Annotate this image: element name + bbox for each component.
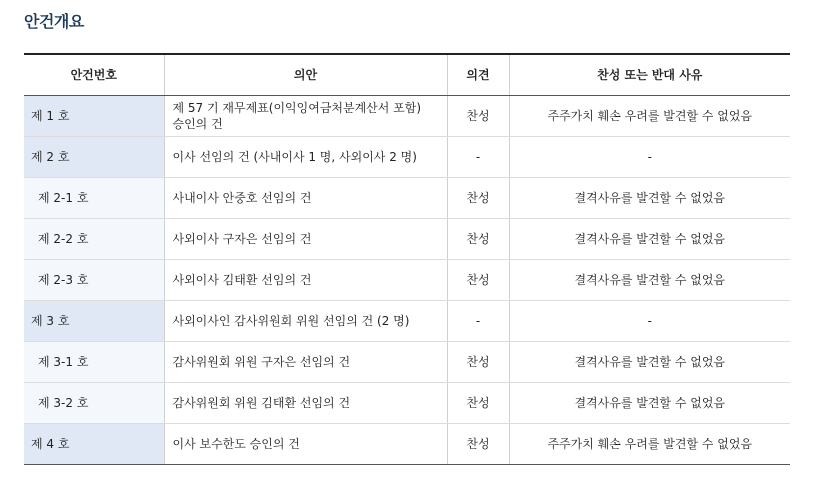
agenda-table [24, 53, 790, 465]
agenda-text-line: 사외이사인 감사위원회 위원 선임의 건 (2 명) [172, 313, 410, 328]
agenda-cell [164, 423, 447, 464]
agenda-cell [164, 300, 447, 341]
opinion-cell: 찬성 [447, 218, 509, 259]
agenda-cell [164, 218, 447, 259]
header-agenda-number: 안건번호 [24, 54, 164, 95]
table-row [24, 341, 790, 382]
header-reason: 찬성 또는 반대 사유 [509, 54, 790, 95]
agenda-cell [164, 259, 447, 300]
table-row [24, 177, 790, 218]
reason-cell: 결격사유를 발견할 수 없었음 [509, 341, 790, 382]
agenda-number-cell: 제 3 호 [24, 300, 164, 341]
opinion-cell: 찬성 [447, 423, 509, 464]
agenda-text-line: 감사위원회 위원 김태환 선임의 건 [172, 395, 351, 410]
table-row [24, 136, 790, 177]
reason-cell: 결격사유를 발견할 수 없었음 [509, 259, 790, 300]
page-title: 안건개요 [24, 12, 84, 31]
agenda-cell [164, 341, 447, 382]
agenda-text-line: 사외이사 김태환 선임의 건 [172, 272, 312, 287]
reason-cell: - [509, 136, 790, 177]
opinion-cell: 찬성 [447, 177, 509, 218]
table-row [24, 300, 790, 341]
agenda-text-line: 사내이사 안중호 선임의 건 [172, 190, 312, 205]
agenda-text-line: 이사 선임의 건 (사내이사 1 명, 사외이사 2 명) [172, 149, 417, 164]
agenda-number-cell: 제 2 호 [24, 136, 164, 177]
opinion-cell: 찬성 [447, 341, 509, 382]
opinion-cell: 찬성 [447, 95, 509, 136]
agenda-number-cell: 제 2-2 호 [24, 218, 164, 259]
agenda-text-line: 이사 보수한도 승인의 건 [172, 436, 300, 451]
table-row [24, 95, 790, 136]
reason-cell: 결격사유를 발견할 수 없었음 [509, 177, 790, 218]
opinion-cell: 찬성 [447, 382, 509, 423]
agenda-number-cell: 제 2-3 호 [24, 259, 164, 300]
table-header-row [24, 54, 790, 95]
agenda-cell [164, 95, 447, 136]
table-row [24, 218, 790, 259]
agenda-cell [164, 136, 447, 177]
reason-cell: - [509, 300, 790, 341]
agenda-number-cell: 제 4 호 [24, 423, 164, 464]
opinion-cell: 찬성 [447, 259, 509, 300]
agenda-cell [164, 382, 447, 423]
agenda-number-cell: 제 3-2 호 [24, 382, 164, 423]
opinion-cell: - [447, 136, 509, 177]
reason-cell: 주주가치 훼손 우려를 발견할 수 없었음 [509, 423, 790, 464]
table-row [24, 259, 790, 300]
table-row [24, 382, 790, 423]
header-opinion: 의견 [447, 54, 509, 95]
agenda-text-line: 감사위원회 위원 구자은 선임의 건 [172, 354, 351, 369]
agenda-number-cell: 제 3-1 호 [24, 341, 164, 382]
reason-cell: 결격사유를 발견할 수 없었음 [509, 218, 790, 259]
agenda-text-line: 승인의 건 [172, 116, 223, 131]
agenda-number-cell: 제 2-1 호 [24, 177, 164, 218]
table-row [24, 423, 790, 464]
agenda-text-line: 제 57 기 재무제표(이익잉여금처분계산서 포함) [172, 100, 422, 115]
reason-cell: 결격사유를 발견할 수 없었음 [509, 382, 790, 423]
agenda-text-line: 사외이사 구자은 선임의 건 [172, 231, 312, 246]
reason-cell: 주주가치 훼손 우려를 발견할 수 없었음 [509, 95, 790, 136]
header-agenda: 의안 [164, 54, 447, 95]
agenda-number-cell: 제 1 호 [24, 95, 164, 136]
opinion-cell: - [447, 300, 509, 341]
agenda-cell [164, 177, 447, 218]
